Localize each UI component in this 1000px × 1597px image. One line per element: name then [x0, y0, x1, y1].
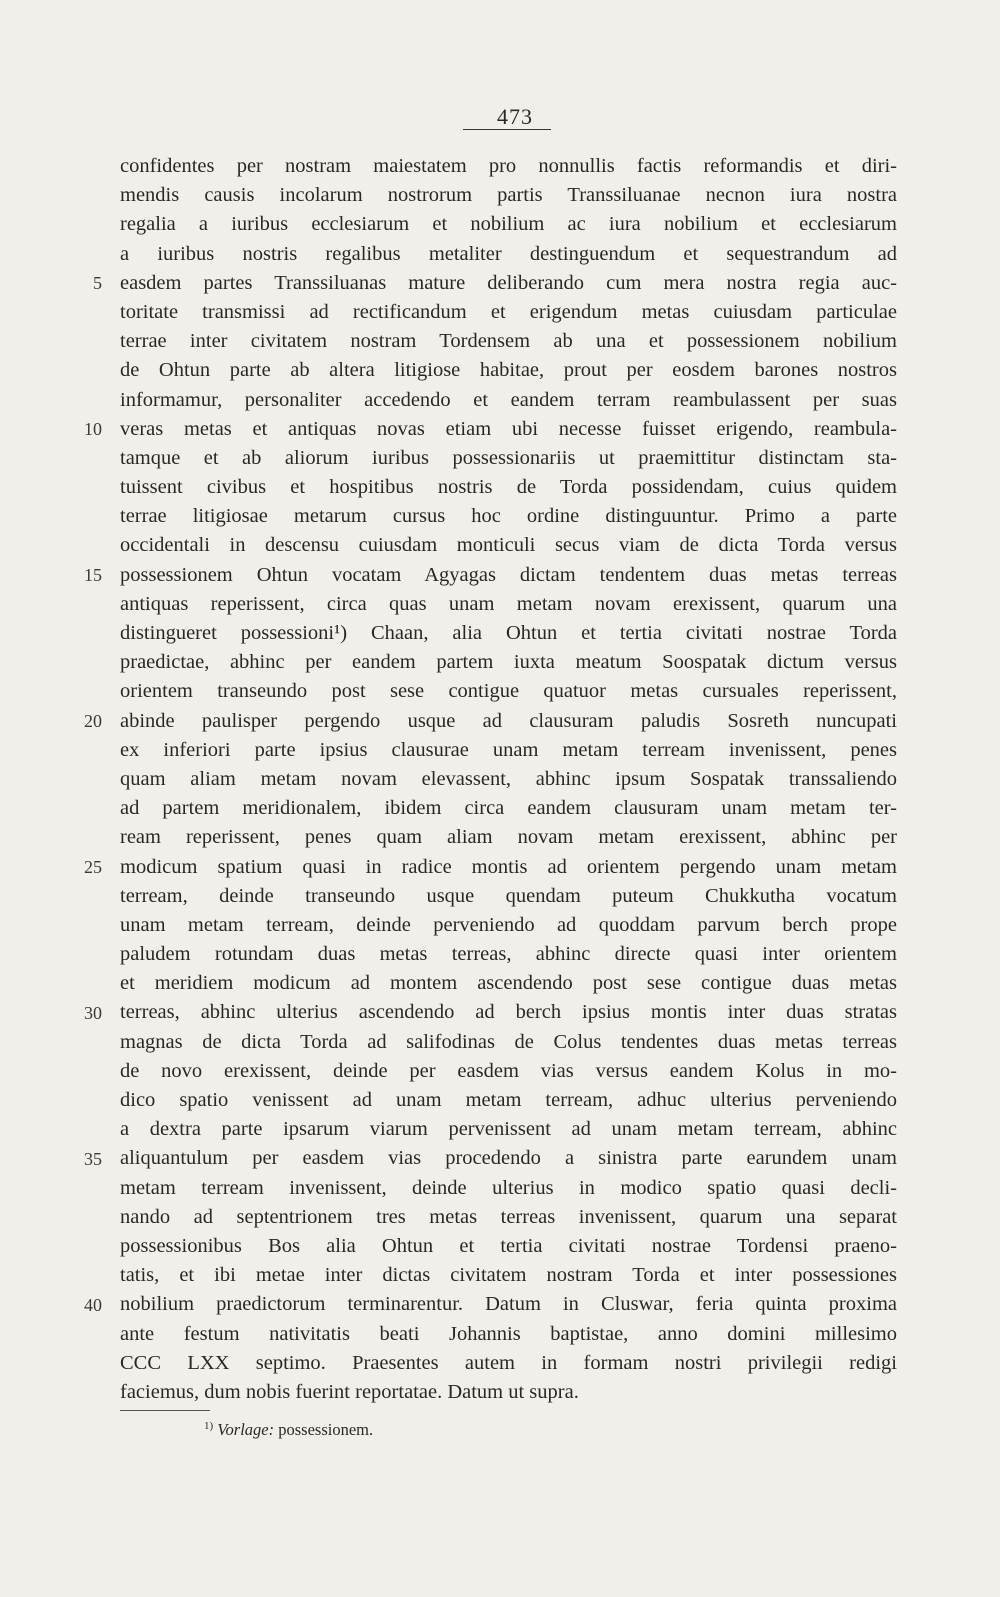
text-line: distingueret possessioni¹) Chaan, alia Ohtun et tertia civitati nostrae Torda [120, 622, 897, 644]
text-line: mendis causis incolarum nostrorum partis Transsiluanae necnon iura nostra [120, 184, 897, 207]
page-number-rule [463, 129, 551, 130]
text-line: easdem partes Transsiluanas mature deliberando cum mera nostra regia auc- [120, 271, 897, 294]
text-line: toritate transmissi ad rectificandum et erigendum metas cuiusdam particulae [120, 300, 897, 323]
text-line: possessionibus Bos alia Ohtun et tertia civitati nostrae Tordensi praeno- [120, 1234, 897, 1257]
footnote-rule [120, 1410, 210, 1411]
text-line: faciemus, dum nobis fuerint reportatae. Datum ut supra. [120, 1380, 579, 1403]
text-line: terream, deinde transeundo usque quendam puteum Chukkutha vocatum [120, 884, 897, 907]
text-line: abinde paulisper pergendo usque ad clausuram paludis Sosreth nuncupati [120, 709, 897, 732]
text-line: ex inferiori parte ipsius clausurae unam metam terream invenissent, penes [120, 738, 897, 761]
footnote-mark: 1) [204, 1420, 214, 1432]
text-line: aliquantulum per easdem vias procedendo a sinistra parte earundem unam [120, 1147, 897, 1170]
text-line: ad partem meridionalem, ibidem circa eandem clausuram unam metam ter- [120, 797, 897, 820]
text-line: de novo erexissent, deinde per easdem vias versus eandem Kolus in mo- [120, 1059, 897, 1082]
footnote [204, 1420, 373, 1440]
text-line: terrae litigiosae metarum cursus hoc ordine distinguuntur. Primo a parte [120, 505, 897, 528]
text-line: magnas de dicta Torda ad salifodinas de Colus tendentes duas metas terreas [120, 1030, 897, 1053]
line-number: 5 [93, 272, 102, 293]
text-line: paludem rotundam duas metas terreas, abhinc directe quasi inter orientem [120, 943, 897, 966]
text-line: a iuribus nostris regalibus metaliter destinguendum et sequestrandum ad [120, 242, 897, 265]
text-line: confidentes per nostram maiestatem pro nonnullis factis reformandis et diri- [120, 155, 897, 177]
body-text [120, 152, 897, 1407]
text-line: tamque et ab aliorum iuribus possessionariis ut praemittitur distinctam sta- [120, 446, 897, 469]
line-number: 30 [84, 1002, 102, 1023]
text-line: metam terream invenissent, deinde ulterius in modico spatio quasi decli- [120, 1176, 897, 1199]
text-line: nobilium praedictorum terminarentur. Datum in Cluswar, feria quinta proxima [120, 1293, 897, 1316]
line-number: 10 [84, 418, 102, 439]
footnote-text: possessionem. [278, 1420, 374, 1439]
text-line: informamur, personaliter accedendo et eandem terram reambulassent per suas [120, 388, 897, 411]
line-number: 25 [84, 856, 102, 877]
text-line: orientem transeundo post sese contigue quatuor metas cursuales reperissent, [120, 680, 897, 703]
text-line: ante festum nativitatis beati Johannis baptistae, anno domini millesimo [120, 1322, 897, 1345]
text-line: nando ad septentrionem tres metas terreas invenissent, quarum una separat [120, 1205, 897, 1228]
text-line: terrae inter civitatem nostram Tordensem ab una et possessionem nobilium [120, 330, 897, 353]
text-line: terreas, abhinc ulterius ascendendo ad berch ipsius montis inter duas stratas [120, 1001, 897, 1024]
text-line: tuissent civibus et hospitibus nostris de Torda possidendam, cuius quidem [120, 476, 897, 499]
text-line: a dextra parte ipsarum viarum pervenissent ad unam metam terream, abhinc [120, 1118, 897, 1141]
text-line: dico spatio venissent ad unam metam terream, adhuc ulterius perveniendo [120, 1089, 897, 1111]
text-line: praedictae, abhinc per eandem partem iuxta meatum Soospatak dictum versus [120, 651, 897, 674]
text-line: occidentali in descensu cuiusdam monticuli secus viam de dicta Torda versus [120, 534, 897, 557]
text-line: veras metas et antiquas novas etiam ubi necesse fuisset erigendo, reambula- [120, 417, 897, 440]
text-line: ream reperissent, penes quam aliam novam metam erexissent, abhinc per [120, 826, 897, 849]
text-line: de Ohtun parte ab altera litigiose habitae, prout per eosdem barones nostros [120, 359, 897, 382]
line-number: 20 [84, 710, 102, 731]
text-line: possessionem Ohtun vocatam Agyagas dictam tendentem duas metas terreas [120, 563, 897, 586]
line-number: 15 [84, 564, 102, 585]
text-line: quam aliam metam novam elevassent, abhinc ipsum Sospatak transsaliendo [120, 767, 897, 790]
line-number: 35 [84, 1148, 102, 1169]
text-line: tatis, et ibi metae inter dictas civitatem nostram Torda et inter possessiones [120, 1264, 897, 1287]
text-line: antiquas reperissent, circa quas unam metam novam erexissent, quarum una [120, 592, 897, 615]
text-line: CCC LXX septimo. Praesentes autem in formam nostri privilegii redigi [120, 1351, 897, 1374]
line-number: 40 [84, 1294, 102, 1315]
text-line: unam metam terream, deinde perveniendo ad quoddam parvum berch prope [120, 913, 897, 936]
footnote-label: Vorlage: [217, 1420, 275, 1439]
text-line: et meridiem modicum ad montem ascendendo post sese contigue duas metas [120, 972, 897, 995]
text-line: regalia a iuribus ecclesiarum et nobilium ac iura nobilium et ecclesiarum [120, 213, 897, 236]
page-number: 473 [497, 104, 533, 129]
text-line: modicum spatium quasi in radice montis ad orientem pergendo unam metam [120, 855, 897, 878]
